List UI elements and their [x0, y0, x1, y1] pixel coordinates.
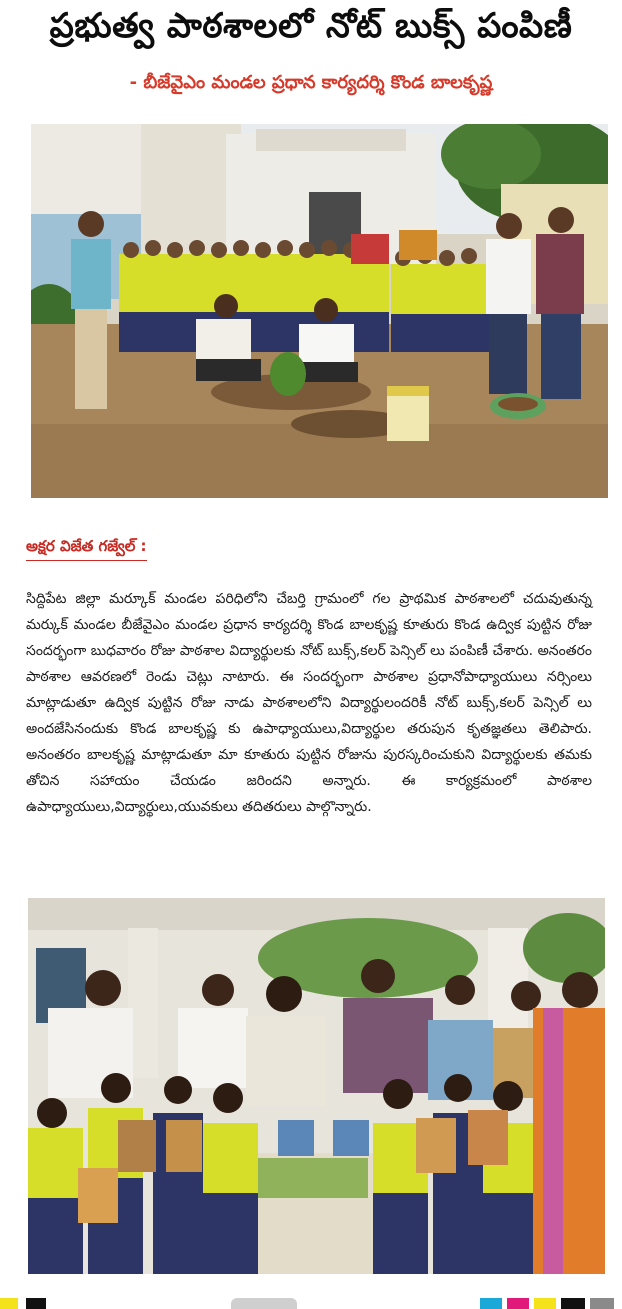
registration-mark-grey: [590, 1298, 614, 1309]
headline: ప్రభుత్వ పాఠశాలలో నోట్ బుక్స్ పంపిణీ: [49, 6, 573, 46]
tree-planting-illustration: [31, 124, 608, 498]
article-body: సిద్దిపేట జిల్లా మర్కూక్ మండల పరిధిలోని చేబర్తి గ్రామంలో గల ప్రాథమిక పాఠశాలలో చదువుతున్న మర్కుక్ మండల బీజేవైఎం మండల ప్రధాన కార్యదర్శి కొండ బాలకృష్ణ కూతురు కొండ ఉద్విక పుట్టిన రోజు సందర్భంగా బుధవారం రోజు పాఠశాల విద్యార్థులకు నోట్ బుక్స్,కలర్ పెన్సిల్ లు పంపిణీ చేశారు. అనంతరం పాఠశాల ఆవరణలో రెండు చెట్లు నాటారు. ఈ సందర్భంగా పాఠశాల ప్రధానోపాధ్యాయులు నర్సింలు మాట్లాడుతూ ఉద్విక పుట్టిన రోజు నాడు పాఠశాలలోని విద్యార్థులందరికీ నోట్ బుక్స్,కలర్ పెన్సిల్ లు అందజేసినందుకు కొండ బాలకృష్ణ కు ఉపాధ్యాయులు,విద్యార్థుల తరుపున కృతజ్ఞతలు తెలిపారు. అనంతరం బాలకృష్ణ మాట్లాడుతూ మా కూతురు పుట్టిన రోజును పురస్కరించుకుని విద్యార్థులకు తమకు తోచిన సహాయం చేయడం జరిందని అన్నారు. ఈ కార్యక్రమంలో పాఠశాల ఉపాధ్యాయులు,విద్యార్థులు,యువకులు తదితరులు పాల్గొన్నారు.: [26, 591, 592, 815]
registration-mark-yellow-2: [534, 1298, 556, 1309]
registration-mark-black: [26, 1298, 46, 1309]
registration-mark-black-2: [561, 1298, 585, 1309]
registration-mark-yellow: [0, 1298, 18, 1309]
registration-mark-magenta: [507, 1298, 529, 1309]
dateline: అక్షర విజేత గజ్వేల్ :: [26, 537, 147, 561]
notebook-distribution-illustration: [28, 898, 605, 1274]
registration-mark-cyan: [480, 1298, 502, 1309]
page-indicator-tab: [231, 1298, 297, 1309]
photo-notebook-distribution: [28, 898, 605, 1274]
photo-tree-planting: [31, 124, 608, 498]
subheadline: - బీజేవైఎం మండల ప్రధాన కార్యదర్శి కొండ బాలకృష్ణ: [129, 72, 493, 93]
